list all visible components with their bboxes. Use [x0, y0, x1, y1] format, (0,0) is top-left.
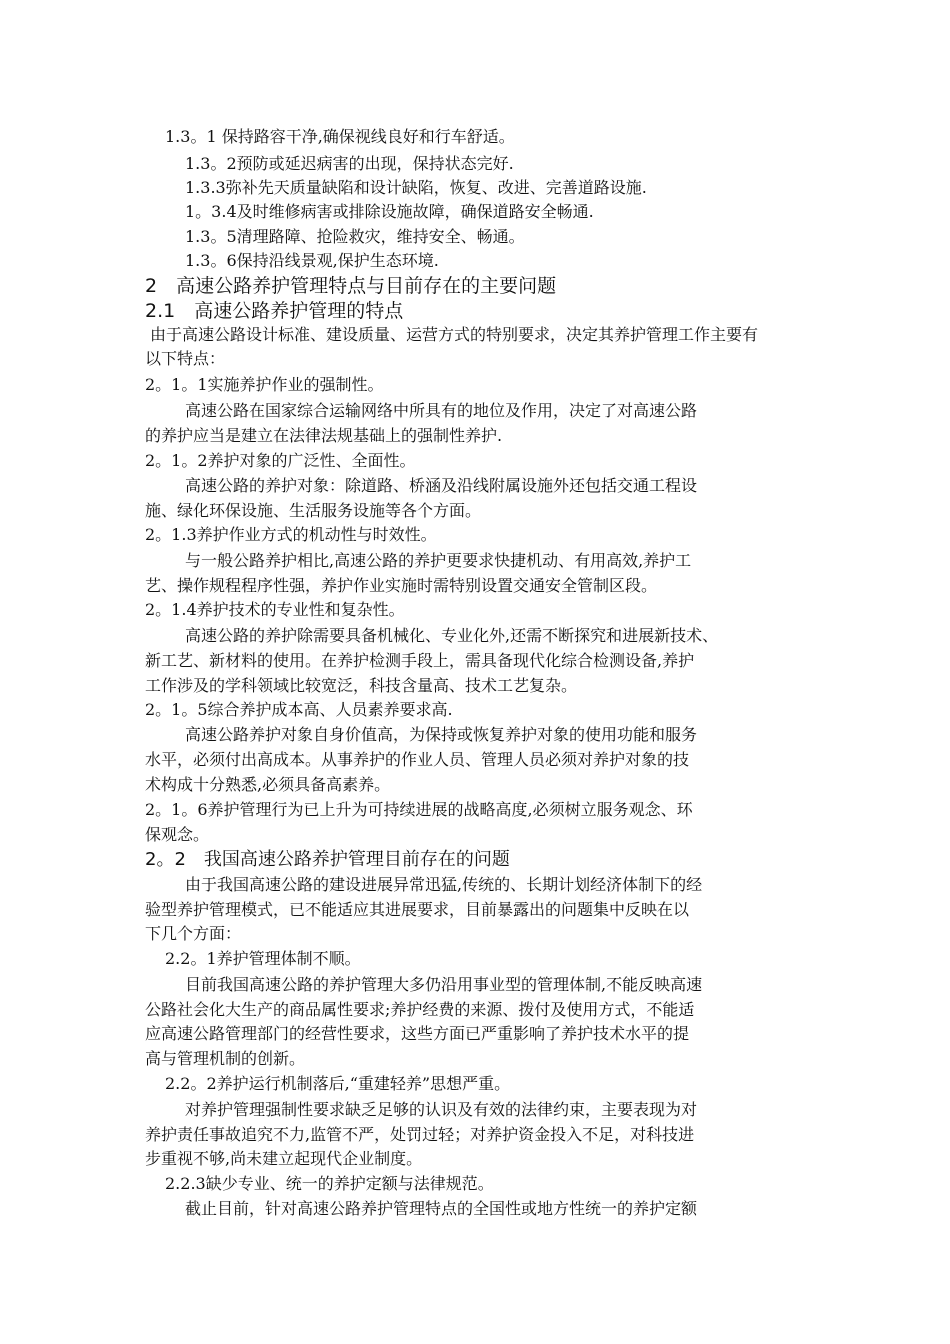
item-heading: 2。1.3养护作业方式的机动性与时效性。 — [145, 525, 437, 544]
paragraph-line: 由于高速公路设计标准、建设质量、运营方式的特别要求，决定其养护管理工作主要有 — [150, 325, 759, 344]
list-item: 1.3。2预防或延迟病害的出现，保持状态完好. — [185, 154, 514, 173]
paragraph-line: 施、绿化环保设施、生活服务设施等各个方面。 — [145, 501, 482, 520]
paragraph-line: 步重视不够,尚未建立起现代企业制度。 — [145, 1149, 423, 1168]
paragraph-line: 艺、操作规程程序性强，养护作业实施时需特别设置交通安全管制区段。 — [145, 576, 658, 595]
section-heading: 2 高速公路养护管理特点与目前存在的主要问题 — [145, 275, 557, 297]
paragraph-line: 与一般公路养护相比,高速公路的养护更要求快捷机动、有用高效,养护工 — [185, 551, 692, 570]
item-heading: 2.2.3缺少专业、统一的养护定额与法律规范。 — [165, 1174, 494, 1193]
item-heading: 2.2。1养护管理体制不顺。 — [165, 949, 361, 968]
paragraph-line: 下几个方面： — [145, 924, 242, 943]
paragraph-line: 的养护应当是建立在法律法规基础上的强制性养护. — [145, 426, 503, 445]
paragraph-line: 以下特点： — [145, 349, 226, 368]
paragraph-line: 工作涉及的学科领域比较宽泛，科技含量高、技术工艺复杂。 — [145, 676, 578, 695]
paragraph-line: 目前我国高速公路的养护管理大多仍沿用事业型的管理体制,不能反映高速 — [185, 975, 703, 994]
list-item: 1.3。5清理路障、抢险救灾，维持安全、畅通。 — [185, 227, 525, 246]
item-heading: 2。1。6养护管理行为已上升为可持续进展的战略高度,必须树立服务观念、环 — [145, 800, 693, 819]
list-item: 1。3.4及时维修病害或排除设施故障，确保道路安全畅通. — [185, 202, 594, 221]
paragraph-line: 高速公路的养护对象：除道路、桥涵及沿线附属设施外还包括交通工程设 — [185, 476, 698, 495]
paragraph-line: 对养护管理强制性要求缺乏足够的认识及有效的法律约束，主要表现为对 — [185, 1100, 698, 1119]
item-heading: 2。1。2养护对象的广泛性、全面性。 — [145, 451, 416, 470]
paragraph-line: 高速公路的养护除需要具备机械化、专业化外,还需不断探究和进展新技术、 — [185, 626, 719, 645]
paragraph-line: 术构成十分熟悉,必须具备高素养。 — [145, 775, 391, 794]
paragraph-line: 由于我国高速公路的建设进展异常迅猛,传统的、长期计划经济体制下的经 — [185, 875, 703, 894]
list-item: 1.3。6保持沿线景观,保护生态环境. — [185, 251, 439, 270]
list-item: 1.3.3弥补先天质量缺陷和设计缺陷，恢复、改进、完善道路设施. — [185, 178, 647, 197]
paragraph-line: 公路社会化大生产的商品属性要求;养护经费的来源、拨付及使用方式，不能适 — [145, 1000, 695, 1019]
paragraph-line: 截止目前，针对高速公路养护管理特点的全国性或地方性统一的养护定额 — [185, 1199, 698, 1218]
subsection-heading: 2。2 我国高速公路养护管理目前存在的问题 — [145, 849, 510, 870]
paragraph-line: 验型养护管理模式，已不能适应其进展要求，目前暴露出的问题集中反映在以 — [145, 900, 690, 919]
paragraph-line: 高速公路在国家综合运输网络中所具有的地位及作用，决定了对高速公路 — [185, 401, 698, 420]
item-heading: 2。1.4养护技术的专业性和复杂性。 — [145, 600, 405, 619]
paragraph-line: 应高速公路管理部门的经营性要求，这些方面已严重影响了养护技术水平的提 — [145, 1024, 690, 1043]
paragraph-line: 高与管理机制的创新。 — [145, 1049, 306, 1068]
paragraph-line: 新工艺、新材料的使用。在养护检测手段上，需具备现代化综合检测设备,养护 — [145, 651, 695, 670]
paragraph-line: 水平，必须付出高成本。从事养护的作业人员、管理人员必须对养护对象的技 — [145, 750, 690, 769]
subsection-heading: 2.1 高速公路养护管理的特点 — [145, 300, 404, 322]
paragraph-line: 保观念。 — [145, 825, 210, 844]
item-heading: 2。1。1实施养护作业的强制性。 — [145, 375, 384, 394]
item-heading: 2。1。5综合养护成本高、人员素养要求高. — [145, 700, 453, 719]
paragraph-line: 养护责任事故追究不力,监管不严，处罚过轻；对养护资金投入不足，对科技进 — [145, 1125, 695, 1144]
list-item: 1.3。1 保持路容干净,确保视线良好和行车舒适。 — [165, 127, 515, 146]
paragraph-line: 高速公路养护对象自身价值高，为保持或恢复养护对象的使用功能和服务 — [185, 725, 698, 744]
item-heading: 2.2。2养护运行机制落后,“重建轻养”思想严重。 — [165, 1074, 511, 1093]
